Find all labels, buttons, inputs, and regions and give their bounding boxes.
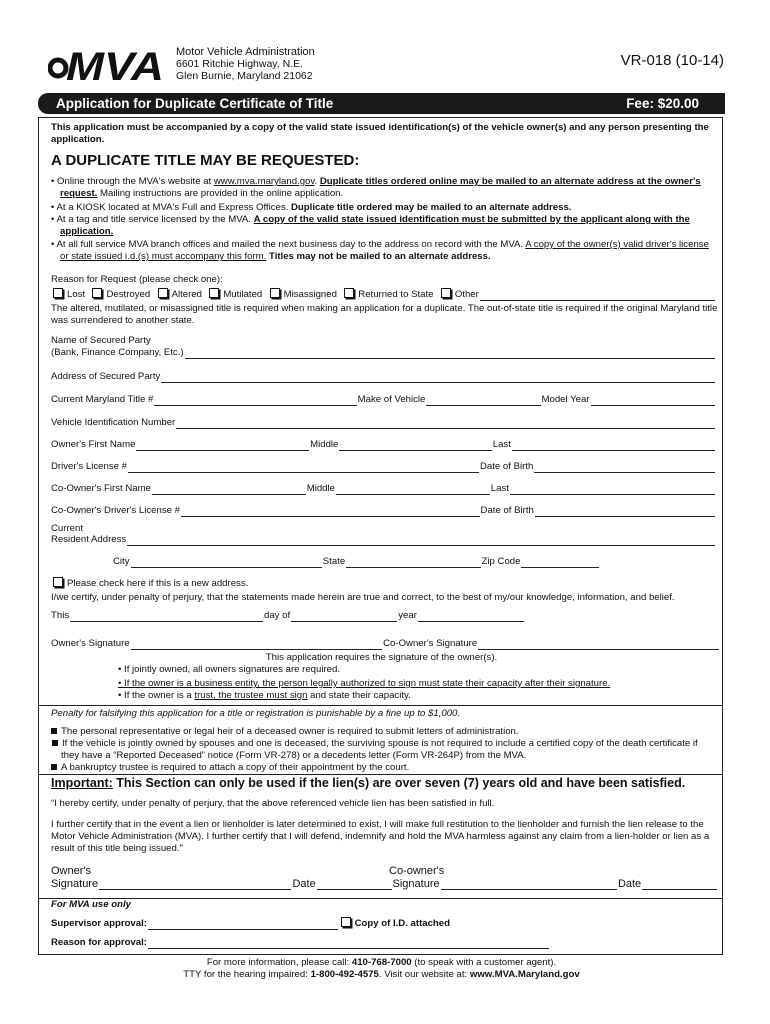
label: Model Year: [541, 394, 590, 405]
footer-contact: For more information, please call: 410-768-7000 (to speak with a customer agent).: [206, 957, 557, 968]
lien-coowner-date-field[interactable]: [642, 879, 717, 890]
mva-use-title: For MVA use only: [51, 899, 131, 910]
label: Name of Secured Party: [51, 335, 151, 346]
reason-note: The altered, mutilated, or misassigned title is required when making an application for a duplicate. The out-of-state title is required if the original Maryland title was surrendered to another state.: [51, 303, 718, 327]
footer-tty: TTY for the hearing impaired: 1-800-492-4575. Visit our website at: www.MVA.Maryland.gov: [183, 969, 580, 980]
label: Last: [490, 483, 509, 494]
section-heading: A DUPLICATE TITLE MAY BE REQUESTED:: [51, 152, 360, 169]
dl-field[interactable]: [128, 462, 479, 473]
bullet-kiosk: • At a KIOSK located at MVA's Full and Express Offices. Duplicate title ordered may be mailed to an alternate address.: [51, 202, 572, 213]
org-name: Motor Vehicle Administration: [176, 46, 315, 58]
lien-owner-date-field[interactable]: [317, 879, 392, 890]
checkbox-returned[interactable]: Returned to State: [342, 288, 433, 301]
md-title-field[interactable]: [154, 395, 356, 406]
label: Driver's License #: [51, 461, 127, 472]
label: Co-owner's: [389, 865, 445, 877]
coowner-dl-field[interactable]: [181, 506, 480, 517]
signature-note: This application requires the signature of the owner(s).: [265, 652, 498, 663]
checkbox-misassigned[interactable]: Misassigned: [268, 288, 337, 301]
footer-website-link[interactable]: www.MVA.Maryland.gov: [469, 969, 580, 980]
label: Make of Vehicle: [357, 394, 426, 405]
other-reason-field[interactable]: [480, 290, 715, 301]
label: Co-Owner's First Name: [51, 483, 151, 494]
make-field[interactable]: [426, 395, 540, 406]
reason-approval-field[interactable]: [148, 938, 549, 949]
checkbox-other[interactable]: Other: [439, 288, 479, 301]
zip-field[interactable]: [521, 557, 599, 568]
penalty-item: A bankruptcy trustee is required to attach a copy of their appointment by the court.: [51, 762, 718, 774]
checkbox-altered[interactable]: Altered: [156, 288, 202, 301]
lien-paragraph: I further certify that in the event a lien or lienholder is later determined to exist, I will make full restitution to the lienholder and furnish the lien release to the Motor Vehicle Administration (MVA). I further certify that I will defend, indemnify and hold the MVA harmless against any claim from a lien-holder or lien as a result of this title being issued.": [51, 819, 710, 855]
lien-heading: Important: This Section can only be used if the lien(s) are over seven (7) years old and have been satisfied.: [51, 776, 686, 790]
label: day of: [264, 610, 291, 621]
vin-field[interactable]: [176, 418, 715, 429]
label: Owner's: [51, 865, 91, 877]
label: (Bank, Finance Company, Etc.): [51, 347, 184, 358]
label: Co-Owner's Signature: [383, 638, 478, 649]
label: City: [113, 556, 130, 567]
mva-logo: [48, 44, 166, 84]
checkbox-destroyed[interactable]: Destroyed: [90, 288, 150, 301]
penalty-item: If the vehicle is jointly owned by spouses and one is deceased, the surviving spouse is not required to include a certified copy of the death certificate if they have a “Reported Deceased” notice (Form VR-278) or a decedents letter (Form VR-264P) from the MVA.: [51, 738, 718, 762]
coowner-dob-field[interactable]: [535, 506, 715, 517]
label: Zip Code: [481, 556, 521, 567]
label: Date of Birth: [479, 461, 534, 472]
city-field[interactable]: [131, 557, 322, 568]
lien-paragraph: “I hereby certify, under penalty of perjury, that the above referenced vehicle lien has been satisfied in full.: [51, 798, 495, 809]
supervisor-approval-field[interactable]: [148, 919, 338, 930]
org-address: [176, 46, 315, 82]
label: Supervisor approval:: [51, 918, 147, 929]
label: Vehicle Identification Number: [51, 417, 176, 428]
label: Resident Address: [51, 534, 127, 545]
new-address-checkbox[interactable]: Please check here if this is a new address.: [51, 577, 718, 590]
penalty-text: Penalty for falsifying this application for a title or registration is punishable by a fine up to $1,000.: [51, 708, 461, 719]
reason-options: [51, 289, 716, 301]
coowner-middle-field[interactable]: [336, 484, 490, 495]
coowner-first-name-field[interactable]: [152, 484, 306, 495]
day-field[interactable]: [70, 611, 263, 622]
month-field[interactable]: [291, 611, 397, 622]
bullet-tag-service: • At a tag and title service licensed by the MVA. A copy of the valid state issued identification must be submitted by the applicant along with the application.: [51, 214, 690, 238]
bullet-branch: • At all full service MVA branch offices and mailed the next business day to the address on record with the MVA. A copy of the owner(s) valid driver's license or state issued i.d.(s) must accompany this form. Titles may not be mailed to an alternate address.: [51, 239, 709, 263]
fee: Fee: $20.00: [626, 96, 699, 111]
label: Date of Birth: [480, 505, 534, 516]
label: Current Maryland Title #: [51, 394, 154, 405]
state-field[interactable]: [346, 557, 480, 568]
label: Reason for approval:: [51, 937, 147, 948]
label: Address of Secured Party: [51, 371, 161, 382]
bullet-online: • Online through the MVA's website at www.mva.maryland.gov. Duplicate titles ordered online may be mailed to an alternate address at the owner's request. Mailing instructions are provided in the online application.: [51, 176, 701, 200]
label: Owner's Signature: [51, 638, 130, 649]
address-line: Glen Burnie, Maryland 21062: [176, 70, 313, 82]
dob-field[interactable]: [534, 462, 715, 473]
checkbox-mutilated[interactable]: Mutilated: [207, 288, 262, 301]
resident-address-field[interactable]: [127, 535, 715, 546]
label: Owner's First Name: [51, 439, 136, 450]
owner-middle-field[interactable]: [339, 440, 491, 451]
model-year-field[interactable]: [591, 395, 715, 406]
checkbox-lost[interactable]: Lost: [51, 288, 85, 301]
reason-label: Reason for Request (please check one):: [51, 274, 223, 285]
label: Last: [492, 439, 511, 450]
form-title: Application for Duplicate Certificate of Title: [56, 96, 334, 111]
lien-owner-signature-field[interactable]: [99, 879, 291, 890]
label: Signature: [51, 878, 99, 890]
copy-id-checkbox[interactable]: Copy of I.D. attached: [339, 917, 450, 930]
label: Middle: [310, 439, 339, 450]
label: Date: [617, 878, 642, 890]
label: This: [51, 610, 70, 621]
label: Date: [292, 878, 316, 890]
svg-text:MVA: MVA: [66, 45, 164, 84]
address-line: 6601 Ritchie Highway, N.E.: [176, 58, 304, 70]
owner-first-name-field[interactable]: [136, 440, 309, 451]
mva-website-link[interactable]: www.mva.maryland.gov: [213, 176, 315, 187]
note-item: • If the owner is a business entity, the person legally authorized to sign must state their capacity after their signature.: [118, 678, 611, 689]
label: Signature: [392, 878, 440, 890]
owner-last-field[interactable]: [512, 440, 715, 451]
owner-signature-field[interactable]: [131, 639, 383, 650]
label: State: [322, 556, 346, 567]
certify-text: I/we certify, under penalty of perjury, that the statements made herein are true and correct, to the best of my/our knowledge, information, and belief.: [51, 592, 675, 603]
label: year: [398, 610, 417, 621]
penalty-item: The personal representative or legal heir of a deceased owner is required to submit letters of administration.: [51, 726, 718, 738]
note-item: • If the owner is a trust, the trustee must sign and state their capacity.: [118, 690, 411, 701]
label: Middle: [306, 483, 335, 494]
title-bar: [38, 93, 725, 114]
label: Co-Owner's Driver's License #: [51, 505, 180, 516]
intro-text: This application must be accompanied by a copy of the valid state issued identification(s) of the vehicle owner(s) and any person presenting the application.: [51, 122, 709, 146]
coowner-signature-field[interactable]: [478, 639, 719, 650]
coowner-last-field[interactable]: [510, 484, 715, 495]
label: Current: [51, 523, 83, 534]
lien-coowner-signature-field[interactable]: [441, 879, 617, 890]
form-number: VR-018 (10-14): [620, 52, 724, 69]
note-item: • If jointly owned, all owners signatures are required.: [118, 664, 341, 675]
secured-party-address-field[interactable]: [161, 372, 715, 383]
year-field[interactable]: [418, 611, 524, 622]
secured-party-name-field[interactable]: [185, 348, 715, 359]
